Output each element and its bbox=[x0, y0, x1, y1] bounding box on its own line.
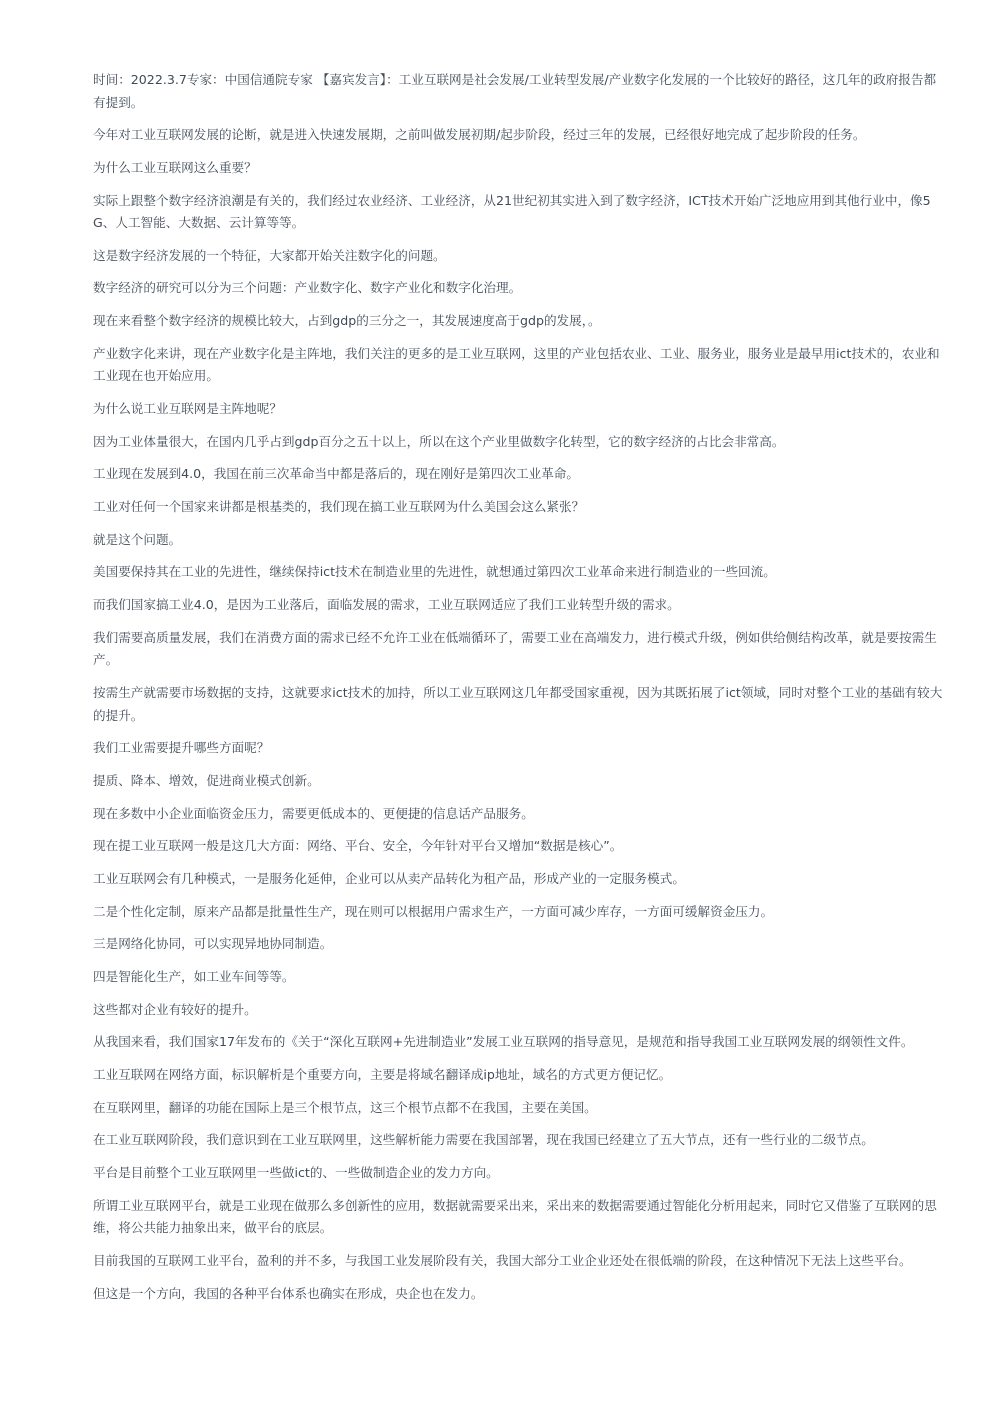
paragraph-33: 目前我国的互联网工业平台，盈利的并不多，与我国工业发展阶段有关，我国大部分工业企业还处在很低端的阶段，在这种情况下无法上这些平台。 bbox=[93, 1253, 912, 1268]
paragraph-7: 现在来看整个数字经济的规模比较大，占到gdp的三分之一，其发展速度高于gdp的发展，。 bbox=[93, 313, 601, 329]
paragraph-24: 三是网络化协同，可以实现异地协同制造。 bbox=[93, 936, 333, 952]
document-body bbox=[93, 69, 945, 1315]
paragraph-9: 为什么说工业互联网是主阵地呢？ bbox=[93, 401, 282, 416]
paragraph-26: 这些都对企业有较好的提升。 bbox=[93, 1001, 257, 1017]
paragraph-11: 工业现在发展到4.0，我国在前三次革命当中都是落后的，现在刚好是第四次工业革命。 bbox=[93, 466, 579, 482]
paragraph-10: 因为工业体量很大，在国内几乎占到gdp百分之五十以上，所以在这个产业里做数字化转型，它的数字经济的占比会非常高。 bbox=[93, 433, 785, 449]
paragraph-34: 但这是一个方向，我国的各种平台体系也确实在形成，央企也在发力。 bbox=[93, 1285, 484, 1301]
paragraph-18: 我们工业需要提升哪些方面呢？ bbox=[93, 740, 270, 756]
paragraph-1: 时间：2022.3.7专家：中国信通院专家 【嘉宾发言】：工业互联网是社会发展/工业转型发展/产业数字化发展的一个比较好的路径，这几年的政府报告都有提到。 bbox=[93, 72, 937, 110]
paragraph-13: 就是这个问题。 bbox=[93, 531, 182, 547]
paragraph-8: 产业数字化来讲，现在产业数字化是主阵地，我们关注的更多的是工业互联网，这里的产业包括农业、工业、服务业，服务业是最早用ict技术的，农业和工业现在也开始应用。 bbox=[93, 345, 940, 384]
paragraph-5: 这是数字经济发展的一个特征，大家都开始关注数字化的问题。 bbox=[93, 247, 446, 263]
paragraph-6: 数字经济的研究可以分为三个问题：产业数字化、数字产业化和数字化治理。 bbox=[93, 280, 522, 296]
paragraph-20: 现在多数中小企业面临资金压力，需要更低成本的、更便捷的信息话产品服务。 bbox=[93, 805, 534, 821]
paragraph-4: 实际上跟整个数字经济浪潮是有关的，我们经过农业经济、工业经济，从21世纪初其实进入到了数字经济，ICT技术开始广泛地应用到其他行业中，像5G、人工智能、大数据、云计算等等。 bbox=[93, 192, 931, 231]
paragraph-23: 二是个性化定制，原来产品都是批量性生产，现在则可以根据用户需求生产，一方面可减少库存，一方面可缓解资金压力。 bbox=[93, 903, 774, 919]
paragraph-12: 工业对任何一个国家来讲都是根基类的，我们现在搞工业互联网为什么美国会这么紧张？ bbox=[93, 499, 585, 515]
paragraph-25: 四是智能化生产，如工业车间等等。 bbox=[93, 969, 295, 984]
paragraph-30: 在工业互联网阶段，我们意识到在工业互联网里，这些解析能力需要在我国部署，现在我国已经建立了五大节点，还有一些行业的二级节点。 bbox=[93, 1132, 874, 1148]
paragraph-3: 为什么工业互联网这么重要？ bbox=[93, 159, 257, 175]
paragraph-31: 平台是目前整个工业互联网里一些做ict的、一些做制造企业的发力方向。 bbox=[93, 1165, 499, 1181]
paragraph-14: 美国要保持其在工业的先进性，继续保持ict技术在制造业里的先进性，就想通过第四次工业革命来进行制造业的一些回流。 bbox=[93, 564, 776, 580]
paragraph-32: 所谓工业互联网平台，就是工业现在做那么多创新性的应用，数据就需要采出来，采出来的数据需要通过智能化分析用起来，同时它又借鉴了互联网的思维，将公共能力抽象出来，做平台的底层。 bbox=[93, 1197, 937, 1236]
paragraph-17: 按需生产就需要市场数据的支持，这就要求ict技术的加持，所以工业互联网这几年都受国家重视，因为其既拓展了ict领域，同时对整个工业的基础有较大的提升。 bbox=[93, 685, 943, 723]
paragraph-21: 现在提工业互联网一般是这几大方面：网络、平台、安全，今年针对平台又增加“数据是核心”。 bbox=[93, 838, 623, 854]
paragraph-19: 提质、降本、增效，促进商业模式创新。 bbox=[93, 772, 320, 788]
paragraph-15: 而我们国家搞工业4.0，是因为工业落后，面临发展的需求，工业互联网适应了我们工业转型升级的需求。 bbox=[93, 597, 680, 613]
paragraph-16: 我们需要高质量发展，我们在消费方面的需求已经不允许工业在低端循环了，需要工业在高端发力，进行模式升级，例如供给侧结构改革，就是要按需生产。 bbox=[93, 629, 937, 668]
paragraph-28: 工业互联网在网络方面，标识解析是个重要方向，主要是将域名翻译成ip地址，域名的方式更方便记忆。 bbox=[93, 1067, 672, 1083]
paragraph-29: 在互联网里，翻译的功能在国际上是三个根节点，这三个根节点都不在我国，主要在美国。 bbox=[93, 1099, 597, 1115]
paragraph-22: 工业互联网会有几种模式，一是服务化延伸，企业可以从卖产品转化为租产品，形成产业的一定服务模式。 bbox=[93, 870, 685, 886]
paragraph-27: 从我国来看，我们国家17年发布的《关于“深化互联网+先进制造业”发展工业互联网的指导意见，是规范和指导我国工业互联网发展的纲领性文件。 bbox=[93, 1034, 914, 1050]
paragraph-2: 今年对工业互联网发展的论断，就是进入快速发展期，之前叫做发展初期/起步阶段，经过三年的发展，已经很好地完成了起步阶段的任务。 bbox=[93, 127, 866, 143]
